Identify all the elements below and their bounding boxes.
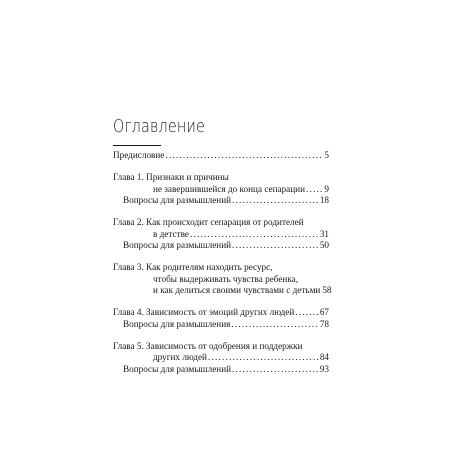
toc-page-number: 50 (319, 240, 329, 250)
toc-entry-label: Глава 3. Как родителям находить ресурс, (113, 262, 273, 272)
toc-entry-chapter-1-cont (113, 184, 329, 196)
dot-leader (306, 184, 323, 196)
toc-entry-label: не завершившейся до конца сепарации (153, 183, 306, 194)
toc-entry-label: и как делиться своими чувствами с детьми (153, 285, 321, 295)
dot-leader (231, 319, 318, 331)
dot-leader (232, 195, 319, 207)
toc-page-number: 58 (322, 285, 332, 295)
toc-entry-chapter-4 (113, 307, 329, 319)
toc-entry-label: Глава 5. Зависимость от одобрения и поддержки (113, 340, 303, 351)
toc-entry-chapter-3 (113, 262, 329, 274)
toc-entry-label: в детстве (153, 228, 189, 239)
dot-leader (232, 364, 319, 376)
toc-entry-chapter-5 (113, 341, 329, 353)
toc-entry-label: Вопросы для размышления (123, 318, 231, 329)
toc-heading: Оглавление (113, 117, 206, 137)
toc-entry-label: Вопросы для размышлений (123, 195, 232, 205)
toc-entry-chapter-2-cont (113, 229, 329, 241)
toc-entry-chapter-3-cont (113, 285, 332, 297)
toc-page-number: 18 (319, 195, 329, 205)
toc-page-number: 93 (319, 363, 329, 374)
dot-leader (208, 352, 319, 364)
toc-entry-preface (113, 150, 329, 162)
toc-page-number: 67 (319, 307, 329, 317)
toc-page-number: 78 (319, 318, 329, 329)
toc-entry-label: чтобы выдерживать чувства ребенка, (153, 273, 299, 284)
toc-entry-questions-1 (113, 195, 329, 207)
toc-entry-label: Глава 2. Как происходит сепарация от родителей (113, 217, 304, 227)
toc-entry-label: Вопросы для размышлений (123, 240, 232, 250)
toc-page-number: 84 (319, 352, 329, 362)
toc-page-number: 9 (324, 183, 329, 194)
toc-entry-label: Вопросы для размышлений (123, 363, 232, 374)
toc-entry-label: Глава 1. Признаки и причины (113, 172, 229, 182)
toc-entry-chapter-2 (113, 217, 329, 229)
toc-entry-questions-4 (113, 319, 329, 331)
toc-entry-questions-5 (113, 364, 329, 376)
dot-leader (165, 150, 323, 162)
toc-page-number: 31 (319, 228, 329, 239)
toc-entry-questions-2 (113, 240, 329, 252)
toc-entry-label: других людей (153, 352, 207, 362)
toc-entry-chapter-1 (113, 172, 329, 184)
toc-entry-label: Предисловие (113, 150, 165, 160)
dot-leader (190, 229, 319, 241)
toc-entry-chapter-3-cont (113, 274, 329, 286)
table-of-contents (113, 150, 332, 375)
toc-entry-label: Глава 4. Зависимость от эмоций других людей (113, 307, 295, 317)
toc-entry-chapter-5-cont (113, 352, 329, 364)
heading-rule (113, 145, 161, 146)
dot-leader (295, 307, 319, 319)
toc-page-number: 5 (324, 150, 329, 160)
dot-leader (232, 240, 319, 252)
